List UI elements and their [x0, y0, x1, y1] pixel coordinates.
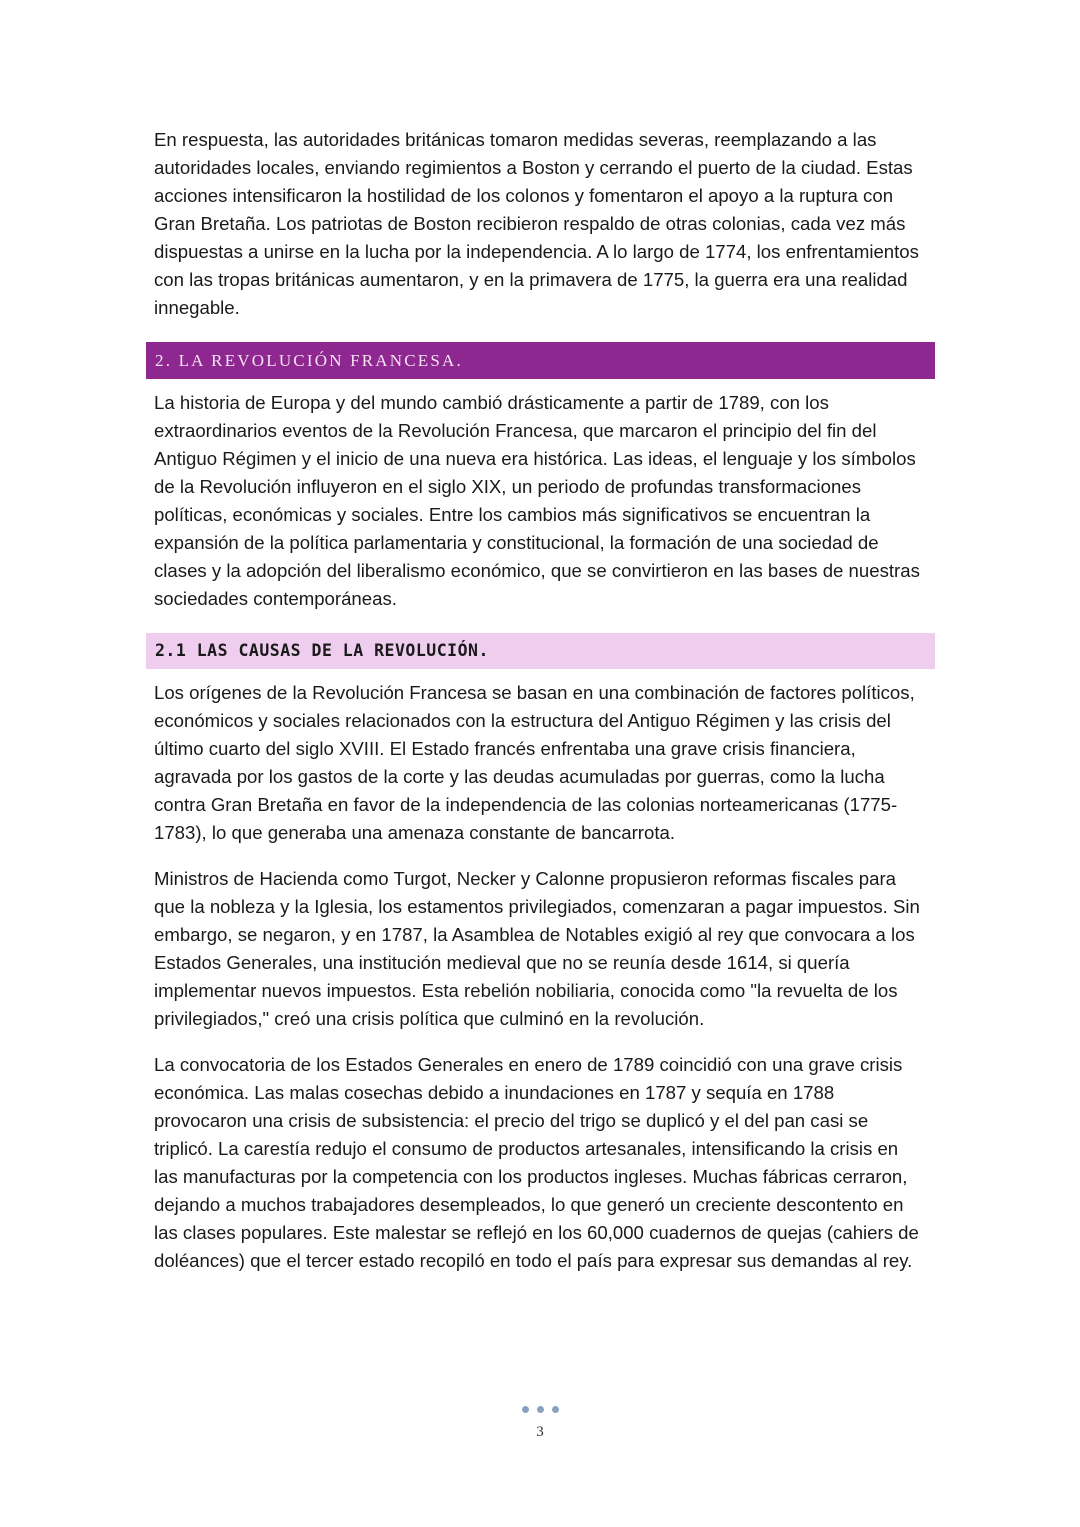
document-page	[146, 126, 935, 1275]
subsection-heading-causas: 2.1 LAS CAUSAS DE LA REVOLUCIÓN.	[146, 633, 935, 669]
intro-paragraph: En respuesta, las autoridades británicas tomaron medidas severas, reemplazando a las autoridades locales, enviando regimientos a Boston y cerrando el puerto de la ciudad. Estas acciones intensificaron la hostilidad de los colonos y fomentaron el apoyo a la ruptura con Gran Bretaña. Los patriotas de Boston recibieron respaldo de otras colonias, cada vez más dispuestas a unirse en la lucha por la independencia. A lo largo de 1774, los enfrentamientos con las tropas británicas aumentaron, y en la primavera de 1775, la guerra era una realidad innegable.	[154, 129, 919, 318]
causes-paragraph-3: La convocatoria de los Estados Generales en enero de 1789 coincidió con una grave crisis económica. Las malas cosechas debido a inundaciones en 1787 y sequía en 1788 provocaron una crisis de subsistencia: el precio del trigo se duplicó y el del pan casi se triplicó. La carestía redujo el consumo de productos artesanales, intensificando la crisis en las manufacturas por la competencia con los productos ingleses. Muchas fábricas cerraron, dejando a muchos trabajadores desempleados, lo que generó un creciente descontento en las clases populares. Este malestar se reflejó en los 60,000 cuadernos de quejas (cahiers de doléances) que el tercer estado recopiló en todo el país para expresar sus demandas al rey.	[154, 1054, 919, 1271]
page-footer	[0, 1402, 1080, 1441]
section-heading-revolucion-francesa: 2. LA REVOLUCIÓN FRANCESA.	[146, 342, 935, 379]
causes-paragraph-2: Ministros de Hacienda como Turgot, Necker y Calonne propusieron reformas fiscales para que la nobleza y la Iglesia, los estamentos privilegiados, comenzaran a pagar impuestos. Sin embargo, se negaron, y en 1787, la Asamblea de Notables exigió al rey que convocara a los Estados Generales, una institución medieval que no se reunía desde 1614, si quería implementar nuevos impuestos. Esta rebelión nobiliaria, conocida como "la revuelta de los privilegiados," creó una crisis política que culminó en la revolución.	[154, 868, 920, 1029]
dot-icon	[537, 1406, 544, 1413]
ellipsis-dots-icon	[0, 1402, 1080, 1416]
dot-icon	[522, 1406, 529, 1413]
page-number: 3	[536, 1424, 544, 1440]
causes-paragraph-1: Los orígenes de la Revolución Francesa se basan en una combinación de factores políticos, económicos y sociales relacionados con la estructura del Antiguo Régimen y las crisis del último cuarto del siglo XVIII. El Estado francés enfrentaba una grave crisis financiera, agravada por los gastos de la corte y las deudas acumuladas por guerras, como la lucha contra Gran Bretaña en favor de la independencia de las colonias norteamericanas (1775-1783), lo que generaba una amenaza constante de bancarrota.	[154, 682, 915, 843]
section-paragraph: La historia de Europa y del mundo cambió drásticamente a partir de 1789, con los extraordinarios eventos de la Revolución Francesa, que marcaron el principio del fin del Antiguo Régimen y el inicio de una nueva era histórica. Las ideas, el lenguaje y los símbolos de la Revolución influyeron en el siglo XIX, un periodo de profundas transformaciones políticas, económicas y sociales. Entre los cambios más significativos se encuentran la expansión de la política parlamentaria y constitucional, la formación de una sociedad de clases y la adopción del liberalismo económico, que se convirtieron en las bases de nuestras sociedades contemporáneas.	[154, 392, 920, 609]
dot-icon	[552, 1406, 559, 1413]
